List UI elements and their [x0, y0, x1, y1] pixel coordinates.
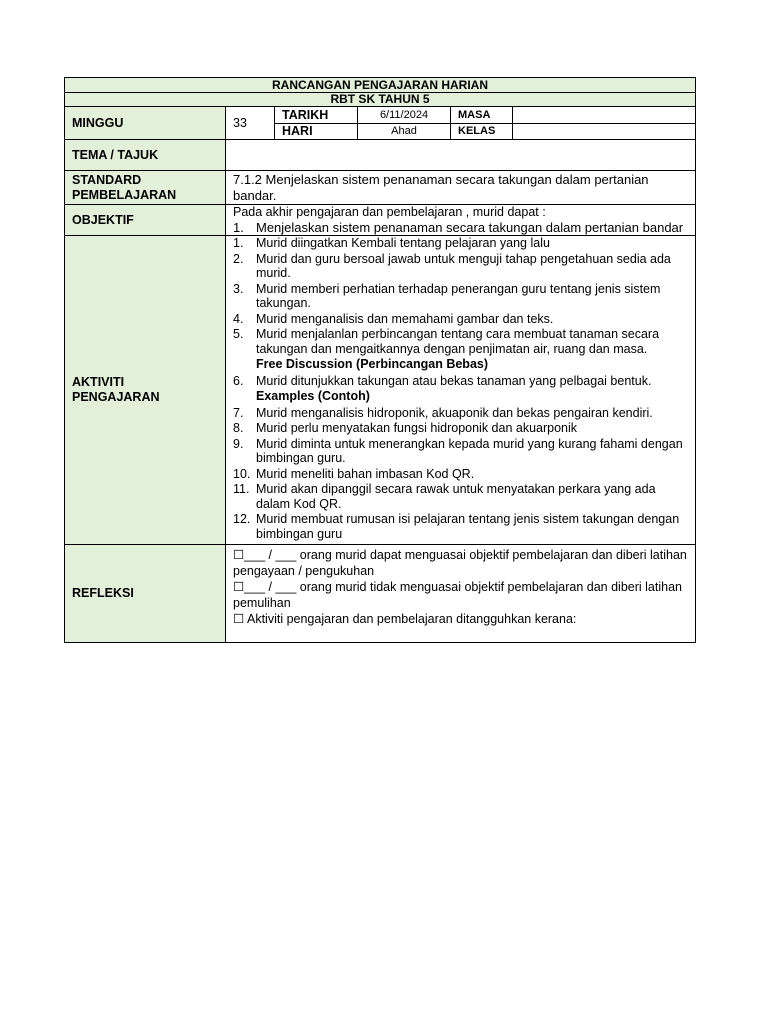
objektif-intro: Pada akhir pengajaran dan pembelajaran , murid dapat :	[233, 205, 546, 219]
standard-label-line1: STANDARD	[72, 172, 142, 187]
aktiviti-item-number: 3.	[233, 281, 244, 296]
aktiviti-item-text: Murid menganalisis hidroponik, akuaponik dan bekas pengairan kendiri.	[256, 405, 653, 420]
aktiviti-item-number: 8.	[233, 421, 244, 435]
aktiviti-item	[233, 406, 688, 421]
standard-value-line2: bandar.	[233, 187, 277, 203]
hari-label: HARI	[275, 124, 358, 140]
aktiviti-item-text: Murid dan guru bersoal jawab untuk menguji tahap pengetahuan sedia ada murid.	[256, 251, 671, 280]
aktiviti-item	[233, 374, 688, 389]
aktiviti-item-number: 9.	[233, 436, 244, 451]
standard-value	[226, 171, 696, 205]
aktiviti-item-text: Murid meneliti bahan imbasan Kod QR.	[256, 466, 475, 481]
aktiviti-item	[233, 282, 688, 311]
tarikh-value: 6/11/2024	[358, 107, 451, 124]
aktiviti-item-text: Murid akan dipanggil secara rawak untuk menyatakan perkara yang ada dalam Kod QR.	[256, 482, 656, 511]
aktiviti-item	[233, 512, 688, 541]
standard-label	[65, 171, 226, 205]
aktiviti-item	[233, 327, 688, 356]
aktiviti-item-number: 4.	[233, 311, 244, 326]
refleksi-line-2: ☐___ / ___ orang murid tidak menguasai objektif pembelajaran dan diberi latihan pemulihan	[233, 580, 682, 610]
aktiviti-content	[226, 236, 696, 545]
aktiviti-item-text: Murid diingatkan Kembali tentang pelajaran yang lalu	[256, 236, 550, 250]
aktiviti-item-number: 10.	[233, 466, 251, 481]
tema-label: TEMA / TAJUK	[65, 140, 226, 171]
aktiviti-item-number: 5.	[233, 327, 244, 341]
aktiviti-item-number: 6.	[233, 373, 244, 388]
lesson-plan-table	[64, 77, 696, 643]
aktiviti-item	[233, 312, 688, 327]
document-title: RANCANGAN PENGAJARAN HARIAN	[65, 78, 696, 93]
aktiviti-item	[233, 421, 688, 436]
objektif-value	[226, 205, 696, 236]
aktiviti-item-text: Murid memberi perhatian terhadap penerangan guru tentang jenis sistem takungan.	[256, 281, 661, 310]
aktiviti-label	[65, 236, 226, 545]
aktiviti-item	[233, 437, 688, 466]
masa-label: MASA	[451, 107, 513, 124]
tema-value	[226, 140, 696, 171]
aktiviti-list-b	[233, 374, 688, 389]
aktiviti-list-a	[233, 236, 688, 356]
standard-label-line2: PEMBELAJARAN	[72, 187, 177, 202]
aktiviti-item-number: 12.	[233, 512, 251, 526]
aktiviti-item-text: Murid diminta untuk menerangkan kepada murid yang kurang fahami dengan bimbingan guru.	[256, 436, 683, 465]
aktiviti-label-line2: PENGAJARAN	[72, 390, 160, 404]
aktiviti-item-text: Murid perlu menyatakan fungsi hidroponik dan akuarponik	[256, 421, 578, 435]
free-discussion-heading: Free Discussion (Perbincangan Bebas)	[256, 357, 489, 371]
hari-value: Ahad	[358, 124, 451, 140]
examples-heading: Examples (Contoh)	[256, 389, 370, 403]
kelas-value	[513, 124, 696, 140]
refleksi-content	[226, 545, 696, 643]
refleksi-line-1: ☐___ / ___ orang murid dapat menguasai objektif pembelajaran dan diberi latihan pengayaan / pengukuhan	[233, 548, 687, 578]
objektif-item-number: 1.	[233, 220, 244, 235]
objektif-item-text: Menjelaskan sistem penanaman secara takungan dalam pertanian bandar	[256, 220, 684, 235]
aktiviti-item	[233, 467, 688, 482]
aktiviti-list-c	[233, 406, 688, 542]
aktiviti-item-number: 1.	[233, 236, 244, 250]
aktiviti-item-text: Murid membuat rumusan isi pelajaran tentang jenis sistem takungan dengan bimbingan guru	[256, 512, 680, 541]
refleksi-label: REFLEKSI	[65, 545, 226, 643]
objektif-label: OBJEKTIF	[65, 205, 226, 236]
refleksi-line-3: ☐ Aktiviti pengajaran dan pembelajaran ditangguhkan kerana:	[233, 612, 577, 626]
aktiviti-item-number: 2.	[233, 251, 244, 266]
standard-value-line1: 7.1.2 Menjelaskan sistem penanaman secara takungan dalam pertanian	[233, 171, 649, 187]
objektif-item	[233, 220, 688, 235]
aktiviti-item	[233, 252, 688, 281]
tarikh-label: TARIKH	[275, 107, 358, 124]
aktiviti-item-text: Murid ditunjukkan takungan atau bekas tanaman yang pelbagai bentuk.	[256, 373, 652, 388]
masa-value	[513, 107, 696, 124]
aktiviti-item	[233, 482, 688, 511]
document-subtitle: RBT SK TAHUN 5	[65, 93, 696, 107]
aktiviti-item-text: Murid menganalisis dan memahami gambar dan teks.	[256, 311, 554, 326]
minggu-label: MINGGU	[65, 107, 226, 140]
kelas-label: KELAS	[451, 124, 513, 140]
aktiviti-item-number: 11.	[233, 482, 250, 496]
aktiviti-label-line1: AKTIVITI	[72, 375, 125, 389]
aktiviti-item-text: Murid menjalanlan perbincangan tentang cara membuat tanaman secara takungan dan mengaitkannya dengan penjimatan air, ruang dan masa.	[256, 327, 660, 356]
aktiviti-item-number: 7.	[233, 405, 244, 420]
aktiviti-item	[233, 236, 688, 251]
minggu-value: 33	[226, 107, 275, 140]
